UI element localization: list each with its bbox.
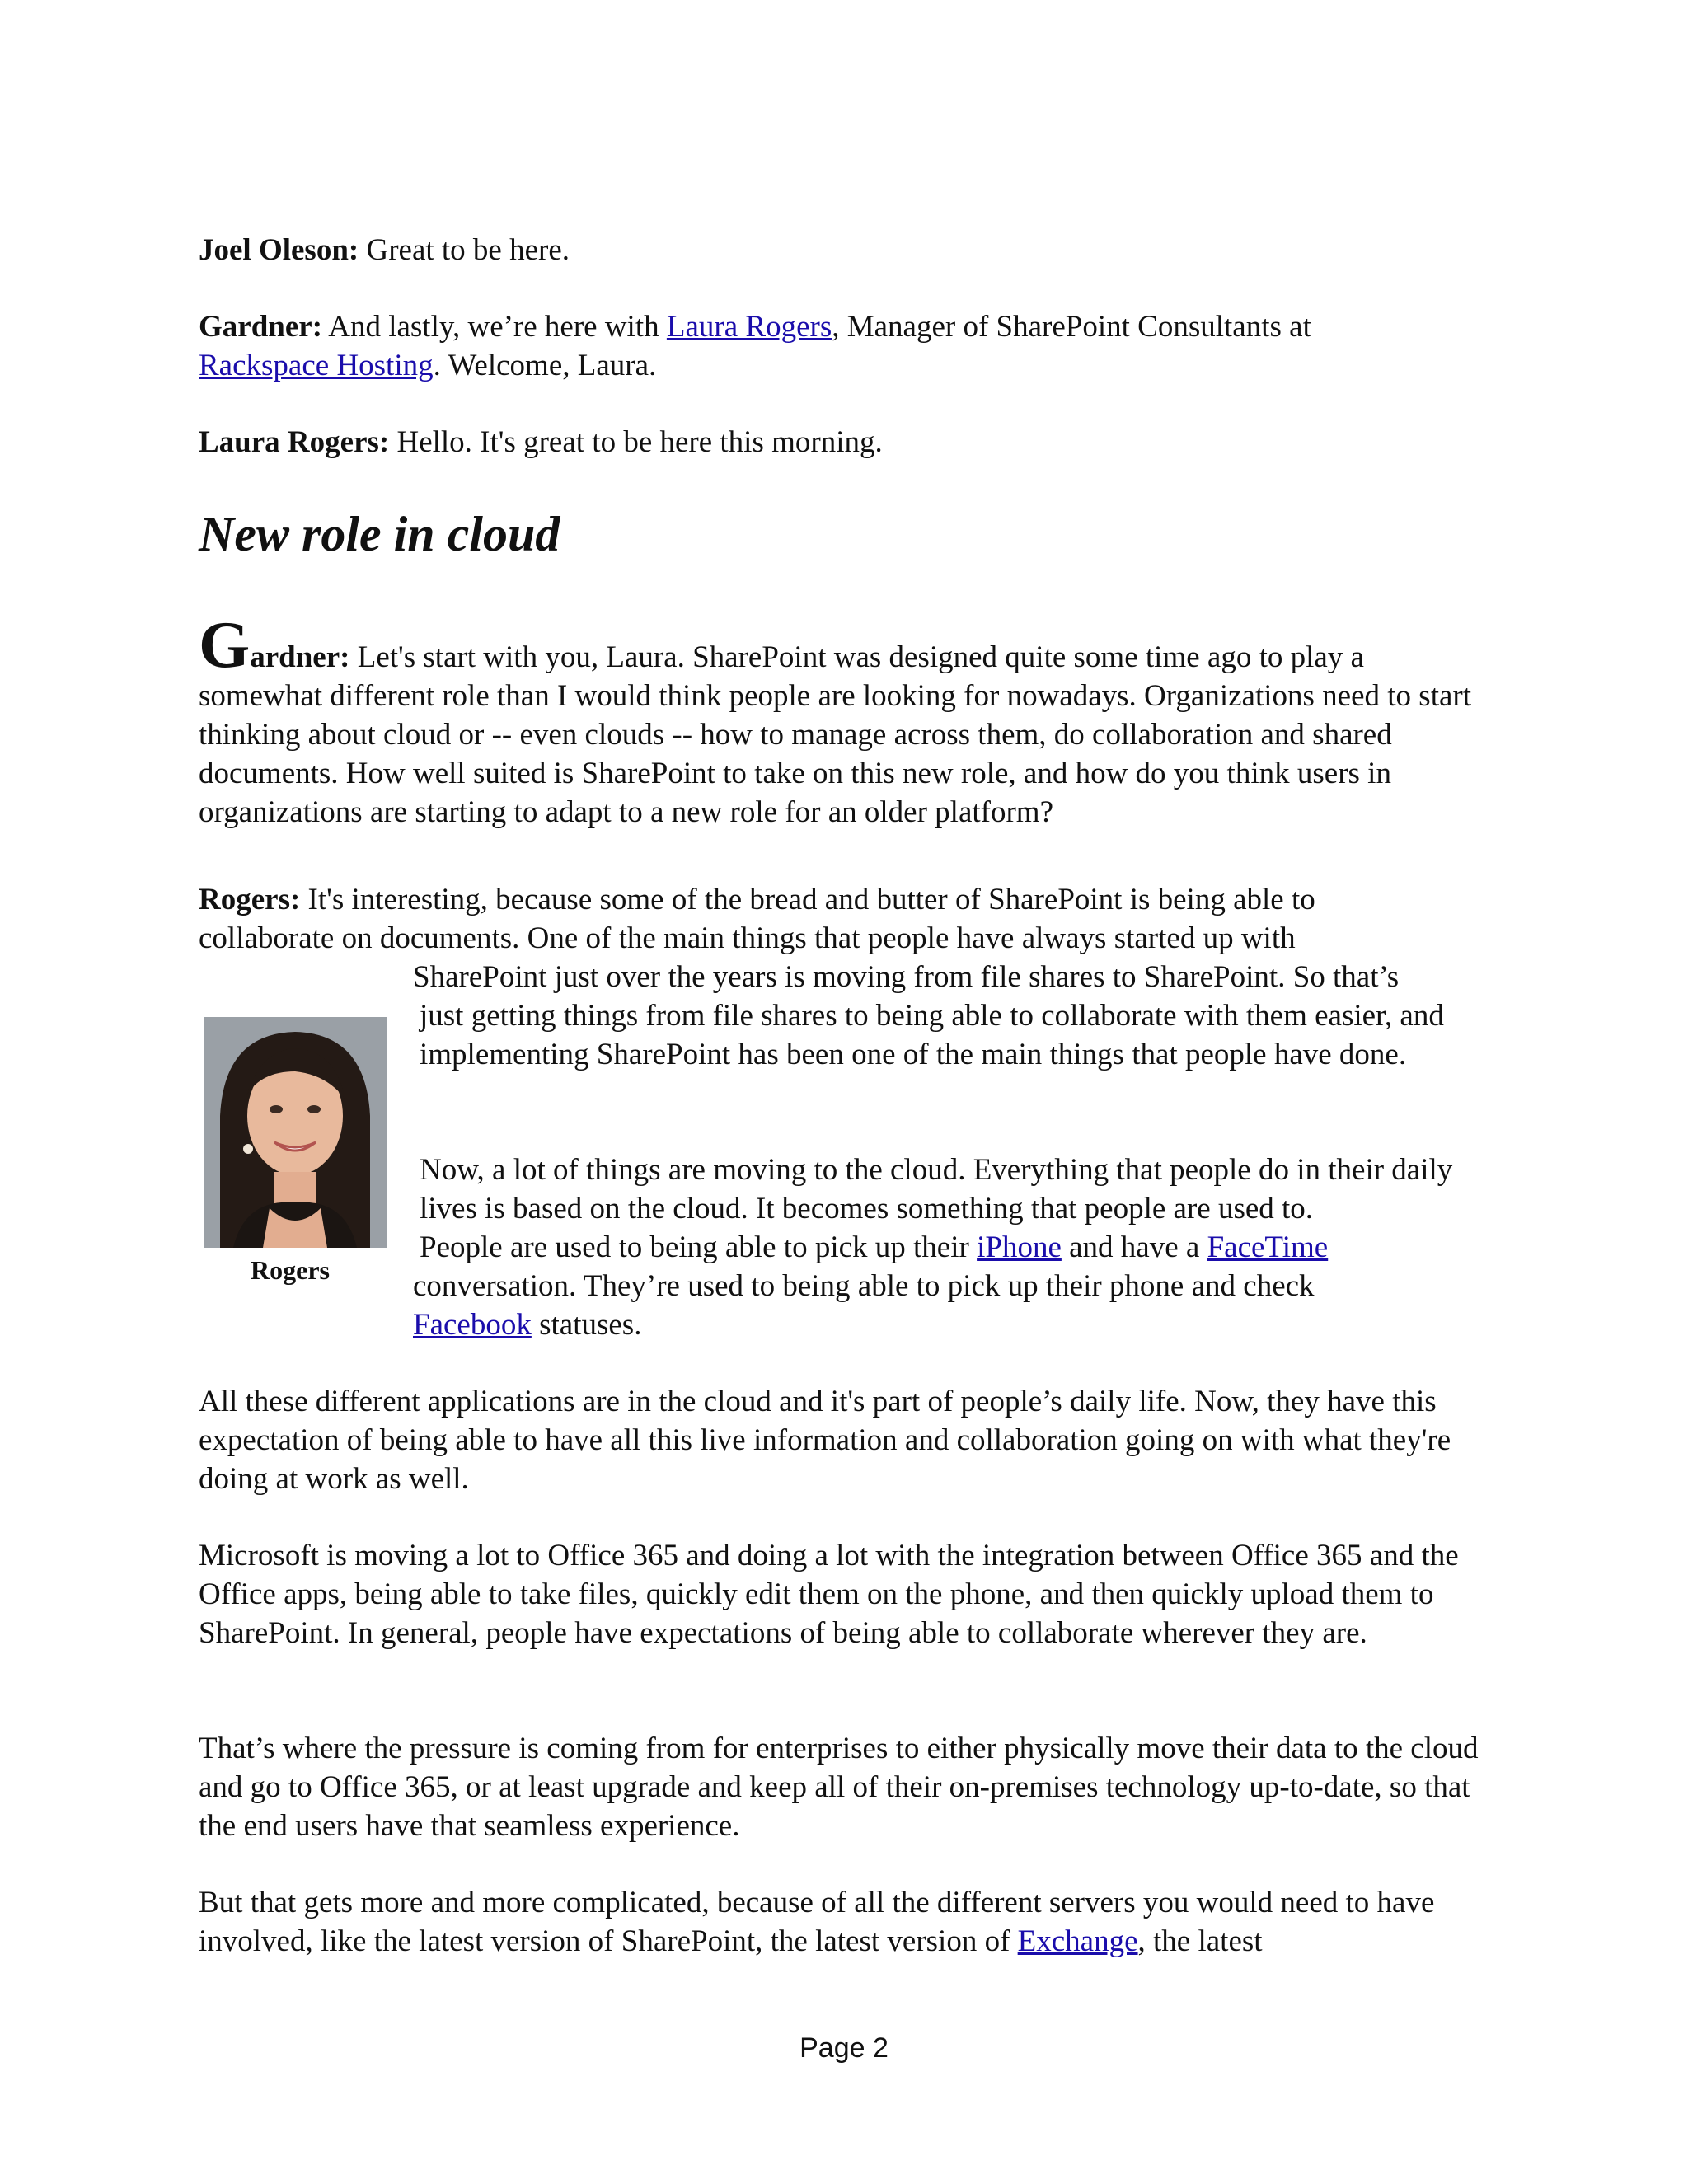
paragraph-text: People are used to being able to pick up their	[420, 1230, 978, 1264]
paragraph-oleson	[199, 231, 1493, 269]
paragraph-text: But that gets more and more complicated, because of all the different servers you would need to have involved, like the latest version of SharePoint, the latest version of	[199, 1886, 1435, 1958]
paragraph-text: and have a	[1061, 1230, 1207, 1264]
paragraph-text: And lastly, we’re here with	[322, 310, 667, 344]
paragraph-complicated	[199, 1883, 1493, 1961]
paragraph-text: Let's start with you, Laura. SharePoint was designed quite some time ago to play a	[349, 640, 1364, 674]
speaker-label: Gardner:	[199, 310, 323, 344]
section-heading: New role in cloud	[199, 507, 560, 561]
paragraph-pressure: That’s where the pressure is coming from for enterprises to either physically move their data to the cloud and go to Office 365, or at least upgrade and keep all of their on-premises technology up-to-date, so that the end users have that seamless experience.	[199, 1732, 1479, 1843]
paragraph-text: , Manager of SharePoint Consultants at	[832, 310, 1311, 344]
speaker-label	[199, 609, 350, 682]
drop-cap: G	[199, 609, 251, 682]
paragraph-text: collaborate on documents. One of the main things that people have always started up with	[199, 921, 1296, 955]
paragraph-rogers-cloud-cont	[413, 1267, 1493, 1344]
paragraph-text: Great to be here.	[359, 233, 570, 267]
paragraph-applications: All these different applications are in the cloud and it's part of people’s daily life. Now, they have this expectation of being able to have all this live information and collaboration going on with what they're doing at work as well.	[199, 1385, 1451, 1496]
link-iphone[interactable]: iPhone	[977, 1230, 1062, 1264]
paragraph-rogers-block: just getting things from file shares to being able to collaborate with them easier, and implementing SharePoint has been one of the main things that people have done.	[420, 999, 1444, 1071]
paragraph-gardner-intro	[199, 307, 1493, 385]
paragraph-text: somewhat different role than I would think people are looking for nowadays. Organizations need to start thinking about cloud or -- even clouds -- how to manage across them, do collaboration and shared documents. How well suited is SharePoint to take on this new role, and how do you think users in organizations are starting to adapt to a new role for an older platform?	[199, 679, 1471, 829]
link-facebook[interactable]: Facebook	[413, 1308, 532, 1342]
page-number: Page 2	[799, 2032, 889, 2064]
paragraph-rogers-wrapped-line: SharePoint just over the years is moving from file shares to SharePoint. So that’s	[413, 960, 1400, 994]
rogers-photo-figure	[199, 1014, 400, 1286]
paragraph-gardner-question	[199, 609, 1493, 832]
link-facetime[interactable]: FaceTime	[1207, 1230, 1329, 1264]
portrait-image	[204, 1017, 387, 1248]
link-laura-rogers[interactable]: Laura Rogers	[666, 310, 832, 344]
rogers-photo	[204, 1017, 387, 1248]
paragraph-text: statuses.	[531, 1308, 642, 1342]
speaker-label: Rogers:	[199, 883, 301, 916]
paragraph-text: conversation. They’re used to being able to pick up their phone and check	[413, 1269, 1315, 1303]
paragraph-rogers-answer	[199, 880, 1493, 958]
speaker-label: Joel Oleson:	[199, 233, 359, 267]
paragraph-microsoft: Microsoft is moving a lot to Office 365 and doing a lot with the integration between Office 365 and the Office apps, being able to take files, quickly edit them on the phone, and then quickly upload them to SharePoint. In general, people have expectations of being able to collaborate wherever they are.	[199, 1539, 1459, 1650]
paragraph-text: . Welcome, Laura.	[433, 349, 657, 382]
paragraph-text: , the latest	[1137, 1924, 1263, 1958]
paragraph-laura-hello	[199, 423, 1493, 462]
speaker-label-rest: ardner:	[250, 640, 350, 674]
photo-caption: Rogers	[251, 1255, 330, 1285]
paragraph-text: Now, a lot of things are moving to the cloud. Everything that people do in their daily lives is based on the cloud. It becomes something that people are used to.	[420, 1153, 1453, 1226]
link-exchange[interactable]: Exchange	[1017, 1924, 1138, 1958]
link-rackspace-hosting[interactable]: Rackspace Hosting	[199, 349, 434, 382]
paragraph-text: Hello. It's great to be here this morning.	[389, 425, 883, 459]
speaker-label: Laura Rogers:	[199, 425, 390, 459]
paragraph-rogers-cloud	[420, 1151, 1493, 1267]
paragraph-text: It's interesting, because some of the bread and butter of SharePoint is being able to	[300, 883, 1315, 916]
